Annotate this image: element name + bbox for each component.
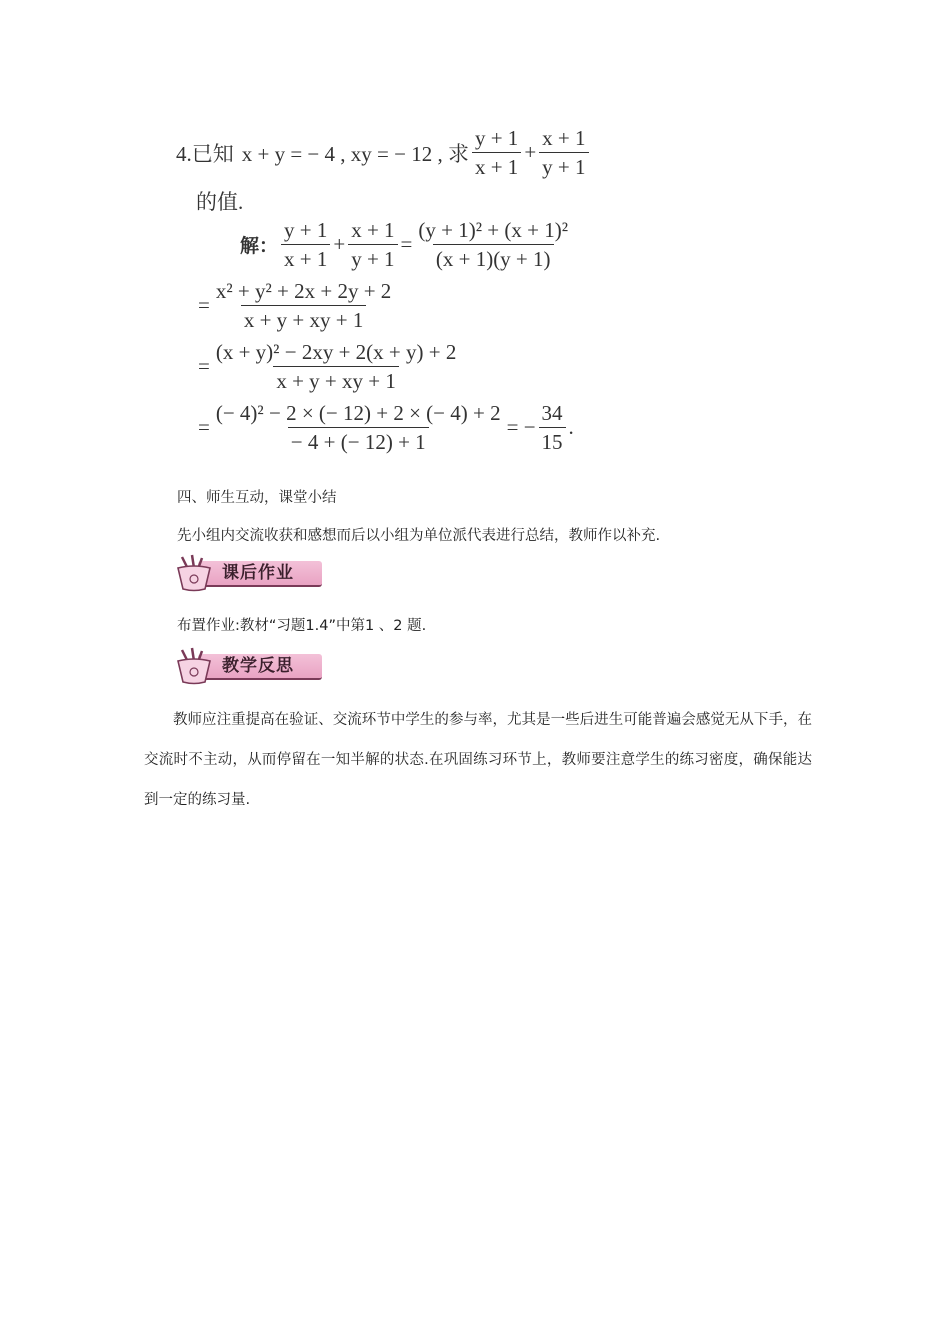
fraction-numerator: y + 1 bbox=[284, 218, 328, 242]
plus-sign: + bbox=[333, 232, 346, 256]
solution-line-4 bbox=[198, 401, 574, 454]
fraction-denominator: − 4 + (− 12) + 1 bbox=[288, 427, 429, 454]
equals-sign: = bbox=[198, 415, 210, 439]
solution-line-1 bbox=[240, 218, 574, 271]
fraction-numerator: (− 4)² − 2 × (− 12) + 2 × (− 4) + 2 bbox=[215, 401, 501, 425]
section-heading: 四、师生互动，课堂小结 bbox=[177, 490, 337, 506]
homework-body: 布置作业:教材“习题1.4”中第1 、2 题. bbox=[177, 618, 427, 634]
solution-fraction bbox=[213, 340, 460, 393]
fraction-numerator: x + 1 bbox=[351, 218, 395, 242]
period: . bbox=[568, 415, 574, 439]
fraction-numerator: y + 1 bbox=[474, 126, 519, 150]
fraction-denominator: y + 1 bbox=[539, 152, 588, 179]
problem-prefix: 4.已知 bbox=[176, 141, 234, 166]
reflection-body: 教师应注重提高在验证、交流环节中学生的参与率，尤其是一些后进生可能普遍会感觉无从下手，在交流时不主动，从而停留在一知半解的状态.在巩固练习环节上，教师要注意学生的练习密度，确保能达到一定的练习量. bbox=[144, 712, 812, 808]
section-body: 先小组内交流收获和感想而后以小组为单位派代表进行总结，教师作以补充. bbox=[177, 528, 661, 544]
pencil-cup-icon bbox=[172, 646, 218, 686]
solution-fraction bbox=[213, 279, 394, 332]
reflection-banner bbox=[172, 646, 322, 686]
plus-sign: + bbox=[524, 140, 537, 164]
solution-line-2 bbox=[198, 279, 397, 332]
fraction-numerator: x² + y² + 2x + 2y + 2 bbox=[215, 279, 392, 303]
fraction-numerator: 34 bbox=[541, 401, 563, 425]
fraction-denominator: (x + 1)(y + 1) bbox=[433, 244, 554, 271]
pencil-cup-icon bbox=[172, 553, 218, 593]
problem-given: x + y = − 4 , xy = − 12 , 求 bbox=[241, 141, 469, 166]
solution-line-3 bbox=[198, 340, 462, 393]
equals-sign: = bbox=[198, 293, 210, 317]
solution-fraction bbox=[213, 401, 504, 454]
equals-sign: = bbox=[198, 354, 210, 378]
banner-label: 教学反思 bbox=[222, 656, 294, 676]
fraction-denominator: x + 1 bbox=[472, 152, 521, 179]
equals-sign: = bbox=[400, 232, 413, 256]
fraction-numerator: (y + 1)² + (x + 1)² bbox=[418, 218, 568, 242]
result-fraction bbox=[539, 401, 566, 454]
fraction-denominator: y + 1 bbox=[348, 244, 397, 271]
solution-fraction bbox=[281, 218, 330, 271]
fraction-denominator: x + 1 bbox=[281, 244, 330, 271]
banner-label: 课后作业 bbox=[222, 563, 294, 583]
fraction-denominator: x + y + xy + 1 bbox=[273, 366, 399, 393]
homework-banner bbox=[172, 553, 322, 593]
solution-label: 解： bbox=[240, 235, 279, 257]
solution-fraction bbox=[348, 218, 397, 271]
fraction-numerator: (x + y)² − 2xy + 2(x + y) + 2 bbox=[215, 340, 457, 364]
problem-fraction-1 bbox=[472, 126, 521, 179]
fraction-denominator: x + y + xy + 1 bbox=[241, 305, 367, 332]
problem-tail: 的值. bbox=[196, 190, 244, 214]
problem-line bbox=[176, 126, 592, 179]
fraction-denominator: 15 bbox=[539, 427, 566, 454]
problem-fraction-2 bbox=[539, 126, 588, 179]
solution-fraction bbox=[415, 218, 571, 271]
equals-minus-sign: = − bbox=[506, 415, 536, 439]
fraction-numerator: x + 1 bbox=[542, 126, 586, 150]
